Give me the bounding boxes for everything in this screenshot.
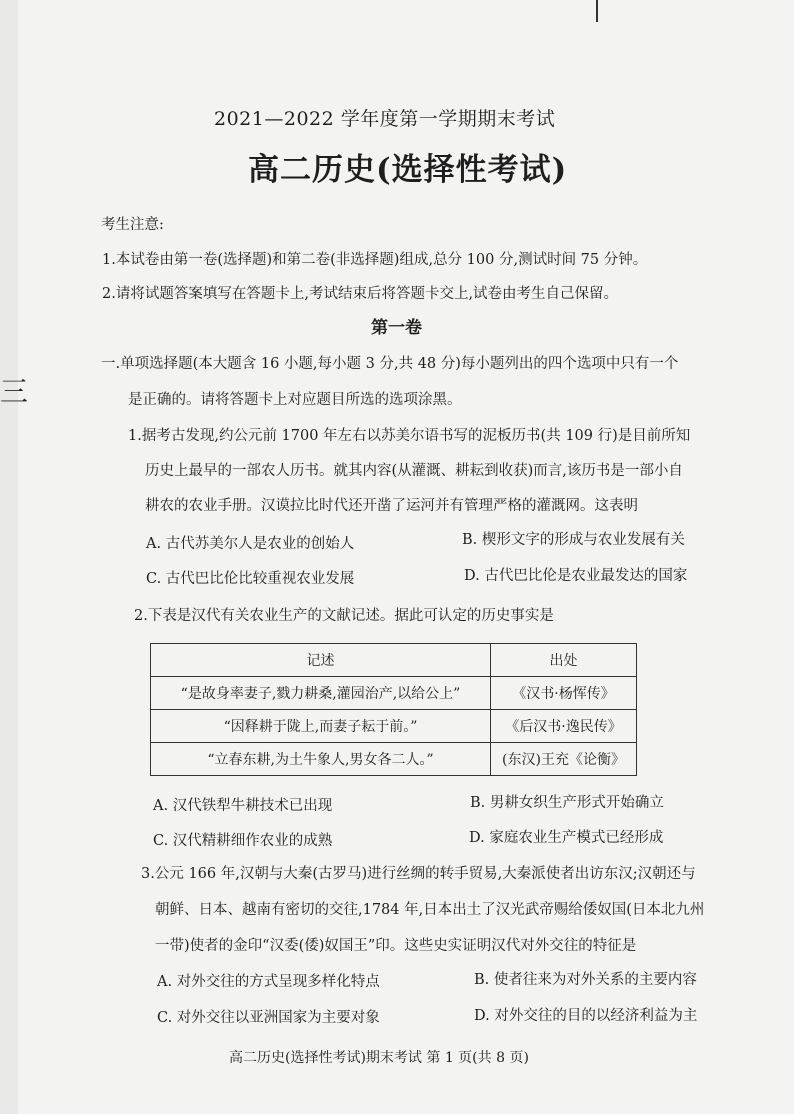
table-header-row [151,644,637,677]
q1-option-a: A. 古代苏美尔人是农业的创始人 [146,536,355,552]
table-cell-source: (东汉)王充《论衡》 [491,743,637,776]
table-cell-record: “因释耕于陇上,而妻子耘于前。” [151,710,491,743]
q1-stem-line2: 历史上最早的一部农人历书。就其内容(从灌溉、耕耘到收获)而言,该历书是一部小自 [145,463,683,479]
notice-item-2: 2.请将试题答案填写在答题卡上,考试结束后将答题卡交上,试卷由考生自己保留。 [102,286,619,302]
q2-option-b: B. 男耕女织生产形式开始确立 [470,795,664,811]
q2-option-a: A. 汉代铁犁牛耕技术已出现 [153,798,333,814]
q1-option-c: C. 古代巴比伦比较重视农业发展 [146,571,355,587]
q1-option-b: B. 楔形文字的形成与农业发展有关 [462,532,685,548]
table-cell-record: “是故身率妻子,戮力耕桑,灌园治产,以给公上” [151,677,491,710]
q2-option-d: D. 家庭农业生产模式已经形成 [469,830,664,846]
q3-option-d: D. 对外交往的目的以经济利益为主 [474,1008,698,1024]
notice-heading: 考生注意: [101,217,164,233]
q2-source-table [150,643,637,776]
notice-item-1: 1.本试卷由第一卷(选择题)和第二卷(非选择题)组成,总分 100 分,测试时间 75 分钟。 [102,252,648,268]
q2-stem: 2.下表是汉代有关农业生产的文献记述。据此可认定的历史事实是 [134,608,554,624]
table-row [151,710,637,743]
page-footer: 高二历史(选择性考试)期末考试 第 1 页(共 8 页) [229,1050,529,1066]
table-cell-source: 《汉书·杨恽传》 [491,677,637,710]
exam-subtitle: 2021—2022 学年度第一学期期末考试 [214,108,556,130]
q3-option-b: B. 使者往来为对外关系的主要内容 [474,972,697,988]
q3-option-c: C. 对外交往以亚洲国家为主要对象 [157,1010,380,1026]
section-title: 第一卷 [371,318,422,338]
q1-stem-line1: 1.据考古发现,约公元前 1700 年左右以苏美尔语书写的泥板历书(共 109 行)是目前所知 [128,428,691,444]
q3-option-a: A. 对外交往的方式呈现多样化特点 [157,974,380,990]
table-row [151,743,637,776]
part1-instruction-line1: 一.单项选择题(本大题含 16 小题,每小题 3 分,共 48 分)每小题列出的四个选项中只有一个 [101,356,679,372]
edge-mark: 三 [0,375,29,408]
q1-stem-line3: 耕农的农业手册。汉谟拉比时代还开凿了运河并有管理严格的灌溉网。这表明 [145,498,638,514]
top-edge-mark [596,0,598,22]
table-cell-record: “立春东耕,为土牛象人,男女各二人。” [151,743,491,776]
table-cell-source: 《后汉书·逸民传》 [491,710,637,743]
q3-stem-line3: 一带)使者的金印“汉委(倭)奴国王”印。这些史实证明汉代对外交往的特征是 [155,938,637,954]
part1-instruction-line2: 是正确的。请将答题卡上对应题目所选的选项涂黑。 [128,392,462,408]
table-header-source: 出处 [491,644,637,677]
table-row [151,677,637,710]
table-header-record: 记述 [151,644,491,677]
q2-option-c: C. 汉代精耕细作农业的成熟 [153,833,333,849]
q3-stem-line2: 朝鲜、日本、越南有密切的交往,1784 年,日本出土了汉光武帝赐给倭奴国(日本北九州 [155,902,705,918]
q1-option-d: D. 古代巴比伦是农业最发达的国家 [464,568,688,584]
q3-stem-line1: 3.公元 166 年,汉朝与大秦(古罗马)进行丝绸的转手贸易,大秦派使者出访东汉;汉朝还与 [141,866,696,882]
exam-title: 高二历史(选择性考试) [248,152,568,188]
